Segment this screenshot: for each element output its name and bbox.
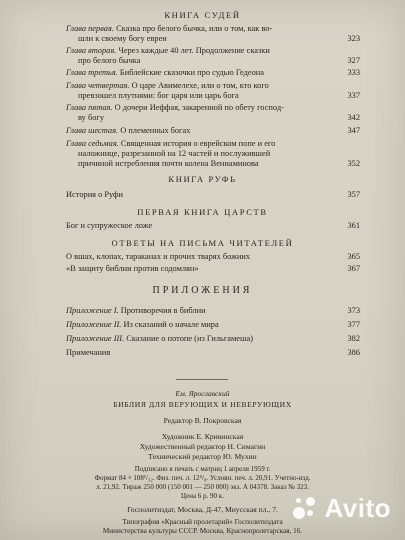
toc-page-number: 357 xyxy=(347,190,360,199)
section-heading-kings: ПЕРВАЯ КНИГА ЦАРСТВ xyxy=(137,207,268,217)
imprint-format: Формат 84 × 108¹/₃₂. Физ. печ. л. 12⁵/₈. Условн. печ. л. 20,91. Учетно-изд. xyxy=(94,474,311,482)
toc-entry-judges-6 xyxy=(66,126,316,136)
toc-entry-text: Из сказаний о начале мира xyxy=(123,320,219,329)
imprint-print-signed: Подписано в печать с матриц 1 апреля 1959 г. xyxy=(134,465,271,473)
toc-page-number: 327 xyxy=(347,56,360,65)
toc-entry-label: Глава вторая. xyxy=(66,46,117,55)
imprint-tech-editor: Технический редактор Ю. Мухин xyxy=(148,452,257,461)
toc-entry-letters-1: О вшах, клопах, тараканах и прочих тварях божиих xyxy=(66,252,251,261)
imprint-art-editor: Художественный редактор Н. Симагин xyxy=(139,442,266,451)
toc-entry-text-cont: причиной истребления почти колена Вениаминова xyxy=(78,159,259,168)
divider-rule xyxy=(176,379,228,380)
imprint-price: Цена 6 р. 90 к. xyxy=(181,492,224,500)
imprint-run: л. 21,92. Тираж 250 000 (150 001 — 250 000) экз. А 04378. Заказ № 323. xyxy=(96,483,309,491)
toc-entry-judges-7 xyxy=(66,139,316,149)
toc-page-number: 373 xyxy=(347,306,360,315)
toc-entry-label: Глава четвертая. xyxy=(66,81,130,90)
toc-page-number: 382 xyxy=(347,334,360,343)
imprint-printer-line1: Типография «Красный пролетарий» Госполитиздата xyxy=(122,518,283,526)
toc-entry-kings-1: Бог и супружеское ложе xyxy=(66,221,153,230)
imprint-editor: Редактор В. Покровская xyxy=(163,416,242,425)
toc-entry-text-cont: ву богу xyxy=(78,113,105,122)
toc-page-number: 352 xyxy=(347,159,360,168)
toc-entry-text: Сказка про белого бычка, или о том, как во- xyxy=(116,24,273,33)
toc-entry-appendix-1 xyxy=(66,306,316,316)
toc-page-number: 361 xyxy=(347,221,360,230)
avito-watermark xyxy=(292,494,391,522)
toc-entry-appendix-2 xyxy=(66,320,316,330)
imprint-artist: Художник Е. Кривинская xyxy=(161,432,244,441)
toc-entry-judges-4 xyxy=(66,81,316,91)
toc-entry-judges-3 xyxy=(66,68,316,78)
toc-page-number: 386 xyxy=(347,348,360,357)
toc-page-number: 365 xyxy=(347,252,360,261)
toc-page-number: 377 xyxy=(347,320,360,329)
toc-page-number: 367 xyxy=(347,264,360,273)
section-heading-judges: КНИГА СУДЕЙ xyxy=(164,10,241,20)
imprint-printer-line2: Министерства культуры СССР. Москва, Краснопролетарская, 16. xyxy=(102,527,303,535)
section-heading-ruth: КНИГА РУФЬ xyxy=(168,174,237,184)
imprint-title: БИБЛИЯ ДЛЯ ВЕРУЮЩИХ И НЕВЕРУЮЩИХ xyxy=(113,400,292,409)
toc-page-number: 337 xyxy=(347,91,360,100)
section-heading-letters: ОТВЕТЫ НА ПИСЬМА ЧИТАТЕЛЕЙ xyxy=(111,238,294,248)
toc-entry-text: Через каждые 40 лет. Продолжение сказки xyxy=(118,46,270,55)
toc-entry-text: О дочери Иеффая, закаренной по обету господ- xyxy=(114,103,284,112)
toc-entry-text-cont: шли к своему богу евреи xyxy=(78,34,167,43)
toc-entry-text: Сказание о потопе (из Гильгамеша) xyxy=(126,334,253,343)
toc-entry-text: Противоречия в библии xyxy=(120,306,206,315)
toc-page-number: 333 xyxy=(347,68,360,77)
avito-watermark-text: Avito xyxy=(324,492,391,523)
toc-entry-text-cont: превзошел плутнями: бог царя или царь бога xyxy=(78,91,239,100)
toc-entry-letters-2: «В защиту библии против содомлян» xyxy=(66,264,199,273)
toc-entry-label: Глава первая. xyxy=(66,24,114,33)
section-heading-appendix: ПРИЛОЖЕНИЯ xyxy=(152,285,253,296)
toc-entry-judges-2 xyxy=(66,46,316,56)
toc-entry-label: Глава седьмая. xyxy=(66,139,119,148)
imprint-publisher: Госполитиздат, Москва, Д-47, Миусская пл., 7. xyxy=(127,505,278,514)
toc-entry-label: Глава пятая. xyxy=(66,103,113,112)
toc-entry-judges-5 xyxy=(66,103,316,113)
toc-page-number: 323 xyxy=(347,34,360,43)
toc-entry-text: О царе Авимелехе, или о том, кто кого xyxy=(131,81,269,90)
toc-entry-text-cont: наложнице, разрезанной на 12 частей и послужившей xyxy=(78,149,271,158)
toc-entry-text: Библейские сказочки про судью Гедеона xyxy=(119,68,264,77)
toc-entry-text: О племенных богах xyxy=(120,126,191,135)
toc-entry-label: Глава шестая. xyxy=(66,126,119,135)
toc-entry-label: Глава третья. xyxy=(66,68,118,77)
avito-dots-icon xyxy=(292,495,318,521)
toc-page-number: 347 xyxy=(347,126,360,135)
toc-entry-label: Приложение III. xyxy=(66,334,125,343)
toc-entry-label: Приложение I. xyxy=(66,306,119,315)
toc-entry-appendix-notes: Примечания xyxy=(66,348,111,357)
toc-entry-label: Приложение II. xyxy=(66,320,122,329)
toc-entry-text-cont: про белого бычка xyxy=(78,56,141,65)
toc-entry-ruth-1: История о Руфи xyxy=(66,190,123,199)
toc-page-number: 342 xyxy=(347,113,360,122)
toc-entry-text: Священная история о еврейском попе и его xyxy=(120,139,276,148)
toc-entry-judges-1 xyxy=(66,24,316,34)
imprint-author: Ем. Ярославский xyxy=(175,389,230,398)
toc-entry-appendix-3 xyxy=(66,334,316,344)
